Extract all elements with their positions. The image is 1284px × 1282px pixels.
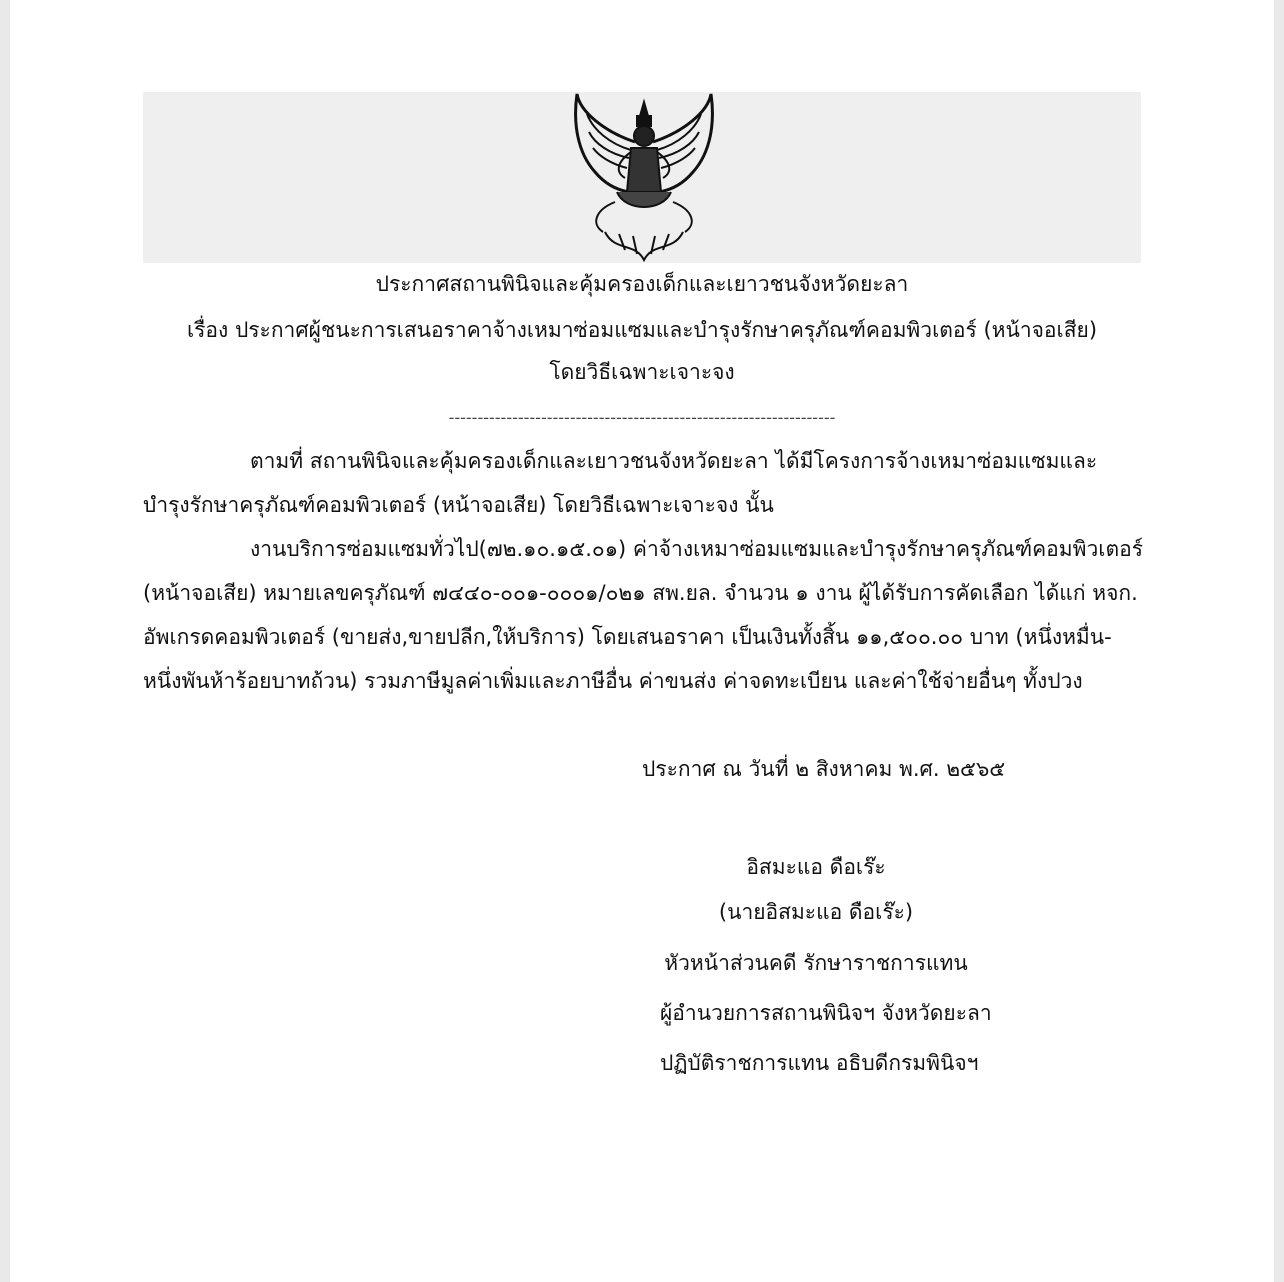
announcement-subject: เรื่อง ประกาศผู้ชนะการเสนอราคาจ้างเหมาซ่อมแซมและบำรุงรักษาครุภัณฑ์คอมพิวเตอร์ (หน้าจอเสีย) — [186, 318, 1098, 342]
paragraph-2-line-3: อัพเกรดคอมพิวเตอร์ (ขายส่ง,ขายปลีก,ให้บริการ) โดยเสนอราคา เป็นเงินทั้งสิ้น ๑๑,๕๐๐.๐๐ บาท (หนึ่งหมื่น- — [143, 625, 1112, 649]
paragraph-2-line-4: หนึ่งพันห้าร้อยบาทถ้วน) รวมภาษีมูลค่าเพิ่มและภาษีอื่น ค่าขนส่ง ค่าจดทะเบียน และค่าใช้จ่ายอื่นๆ ทั้งปวง — [143, 669, 1083, 693]
signer-name: (นายอิสมะแอ ดือเร๊ะ) — [718, 900, 914, 924]
signer-position-3: ปฏิบัติราชการแทน อธิบดีกรมพินิจฯ — [660, 1051, 979, 1075]
document-page — [10, 0, 1274, 1282]
announcement-method: โดยวิธีเฉพาะเจาะจง — [549, 360, 735, 384]
garuda-emblem-icon — [555, 92, 733, 262]
signer-position-1: หัวหน้าส่วนคดี รักษาราชการแทน — [664, 951, 968, 975]
paragraph-1-line-2: บำรุงรักษาครุภัณฑ์คอมพิวเตอร์ (หน้าจอเสีย) โดยวิธีเฉพาะเจาะจง นั้น — [143, 493, 774, 517]
paragraph-2-line-1: งานบริการซ่อมแซมทั่วไป(๗๒.๑๐.๑๕.๐๑) ค่าจ้างเหมาซ่อมแซมและบำรุงรักษาครุภัณฑ์คอมพิวเตอร์ — [250, 537, 1143, 561]
signer-position-2: ผู้อำนวยการสถานพินิจฯ จังหวัดยะลา — [660, 1001, 992, 1025]
announce-date: ประกาศ ณ วันที่ ๒ สิงหาคม พ.ศ. ๒๕๖๕ — [642, 757, 1006, 781]
paragraph-2-line-2: (หน้าจอเสีย) หมายเลขครุภัณฑ์ ๗๔๔๐-๐๐๑-๐๐๐๑/๐๒๑ สพ.ยล. จำนวน ๑ งาน ผู้ได้รับการคัดเลือก ได้แก่ หจก. — [143, 581, 1138, 605]
separator-line: ------------------------------------------------------------------- — [448, 408, 836, 427]
signature: อิสมะแอ ดือเร๊ะ — [746, 855, 886, 879]
announcement-title: ประกาศสถานพินิจและคุ้มครองเด็กและเยาวชนจังหวัดยะลา — [375, 272, 909, 296]
paragraph-1-line-1: ตามที่ สถานพินิจและคุ้มครองเด็กและเยาวชนจังหวัดยะลา ได้มีโครงการจ้างเหมาซ่อมแซมและ — [250, 449, 1098, 473]
